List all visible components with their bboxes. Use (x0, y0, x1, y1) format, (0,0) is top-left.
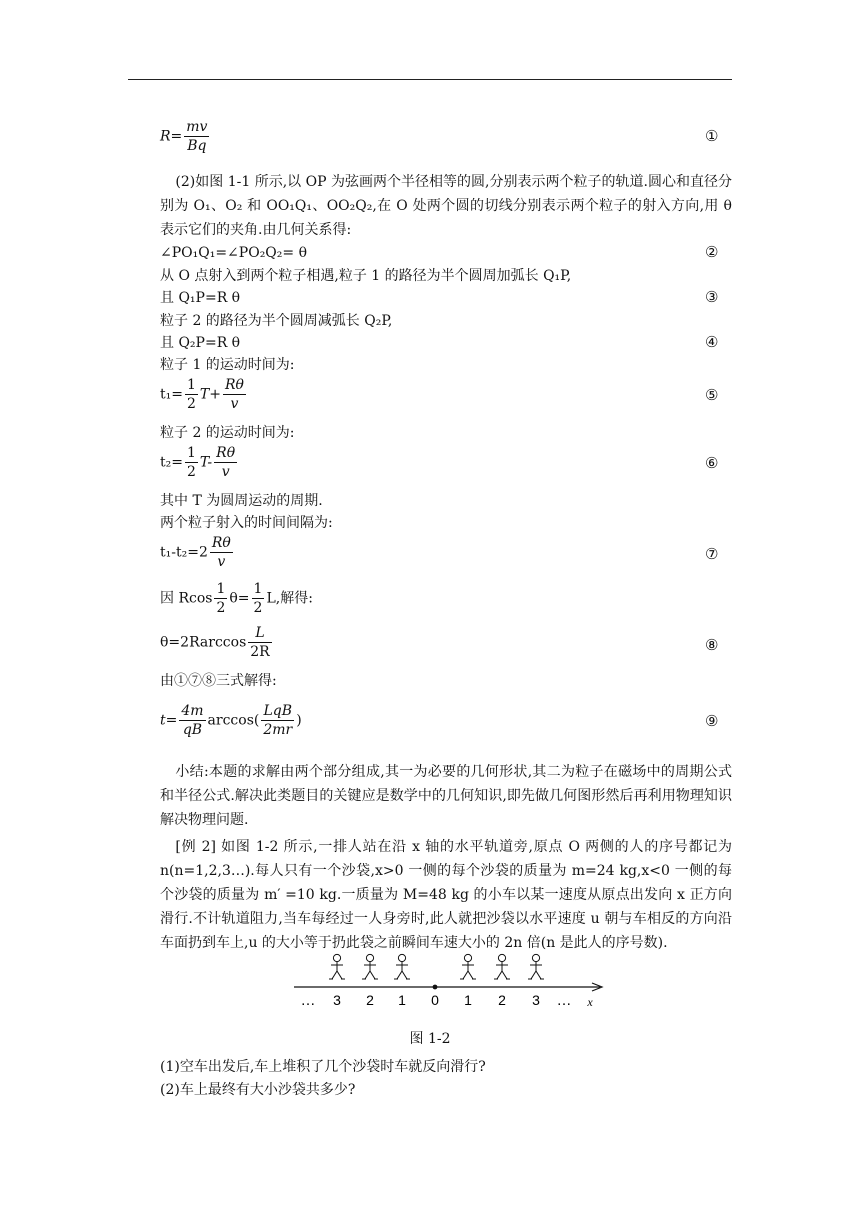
label-right-ellipsis: … (556, 992, 572, 1009)
stick-figure-icon (528, 954, 544, 979)
equation-number-8: ⑧ (705, 636, 719, 654)
equation-number-5: ⑤ (705, 386, 719, 404)
question-1: (1)空车出发后,车上堆积了几个沙袋时车就反向滑行? (160, 1059, 486, 1075)
label-right-1: 1 (464, 992, 472, 1008)
header-rule (128, 79, 732, 80)
label-left-2: 2 (366, 992, 374, 1008)
equation-number-4: ④ (705, 333, 719, 351)
label-right-2: 2 (498, 992, 506, 1008)
figure-caption: 图 1-2 (409, 1031, 451, 1047)
equation-number-2: ② (705, 243, 719, 261)
equation-6: t₂= $\frac{1}{2}$ T- $\frac{R\theta}{v}$ (160, 445, 236, 480)
stick-figure-icon (362, 954, 378, 979)
line-cos-relation: 因 Rcos $\frac{1}{2}$ θ= $\frac{1}{2}$ L,解得: (160, 581, 313, 616)
line-meet: 从 O 点射入到两个粒子相遇,粒子 1 的路径为半个圆周加弧长 Q₁P, (160, 268, 572, 284)
equation-3: 且 Q₁P=R θ (160, 290, 241, 306)
equation-1: R= $\frac{mv}{Bq}$ (160, 119, 208, 154)
stick-figure-icon (394, 954, 410, 979)
equation-4: 且 Q₂P=R θ (160, 335, 241, 351)
stick-figure-icon (460, 954, 476, 979)
equation-2: ∠PO₁Q₁=∠PO₂Q₂= θ (160, 245, 307, 261)
equation-8: θ=2Rarccos $\frac{L}{2R}$ (160, 625, 270, 660)
label-axis-x: x (587, 995, 593, 1009)
equation-number-3: ③ (705, 288, 719, 306)
equation-7: t₁-t₂=2 $\frac{R\theta}{v}$ (160, 535, 231, 570)
line-period: 其中 T 为圆周运动的周期. (160, 493, 323, 509)
label-origin: 0 (431, 992, 439, 1008)
line-solve: 由①⑦⑧三式解得: (160, 673, 277, 689)
label-left-ellipsis: … (300, 992, 316, 1009)
line-particle2-path: 粒子 2 的路径为半个圆周减弧长 Q₂P, (160, 313, 393, 329)
paragraph-geometry: (2)如图 1-1 所示,以 OP 为弦画两个半径相等的圆,分别表示两个粒子的轨道.圆心和直径分别为 O₁、O₂ 和 OO₁Q₁、OO₂Q₂,在 O 处两个圆的切线分别表示两个粒子的射入方向,用 θ 表示它们的夹角.由几何关系得: (160, 174, 732, 238)
line-interval: 两个粒子射入的时间间隔为: (160, 515, 333, 531)
equation-number-6: ⑥ (705, 454, 719, 472)
origin-dot (433, 985, 438, 990)
label-left-1: 1 (398, 992, 406, 1008)
stick-figure-icon (329, 954, 345, 979)
line-t1-label: 粒子 1 的运动时间为: (160, 357, 295, 373)
question-2: (2)车上最终有大小沙袋共多少? (160, 1082, 356, 1098)
equation-number-7: ⑦ (705, 545, 719, 563)
line-t2-label: 粒子 2 的运动时间为: (160, 425, 295, 441)
equation-number-9: ⑨ (705, 712, 719, 730)
figure-1-2 (286, 950, 606, 1016)
paragraph-summary: 小结:本题的求解由两个部分组成,其一为必要的几何形状,其二为粒子在磁场中的周期公式和半径公式.解决此类题目的关键应是数学中的几何知识,即先做几何图形然后再利用物理知识解决物理问题. (160, 764, 732, 828)
paragraph-example-2: [例 2] 如图 1-2 所示,一排人站在沿 x 轴的水平轨道旁,原点 O 两侧的人的序号都记为 n(n=1,2,3…).每人只有一个沙袋,x>0 一侧的每个沙袋的质量为 m=24 kg,x<0 一侧的每个沙袋的质量为 m′ =10 kg.一质量为 M=48 kg 的小车以某一速度从原点出发向 x 正方向滑行.不计轨道阻力,当车每经过一人身旁时,此人就把沙袋以水平速度 u 朝与车相反的方向沿车面扔到车上,u 的大小等于扔此袋之前瞬间车速大小的 2n 倍(n 是此人的序号数). (160, 839, 732, 951)
label-right-3: 3 (532, 992, 540, 1008)
stick-figure-icon (494, 954, 510, 979)
equation-9: t= $\frac{4m}{qB}$ arccos( $\frac{\text{LqB}}{2mr}$ ) (160, 703, 302, 738)
label-left-3: 3 (333, 992, 341, 1008)
equation-number-1: ① (705, 127, 719, 145)
equation-5: t₁= $\frac{1}{2}$ T+ $\frac{R\theta}{v}$ (160, 377, 244, 412)
